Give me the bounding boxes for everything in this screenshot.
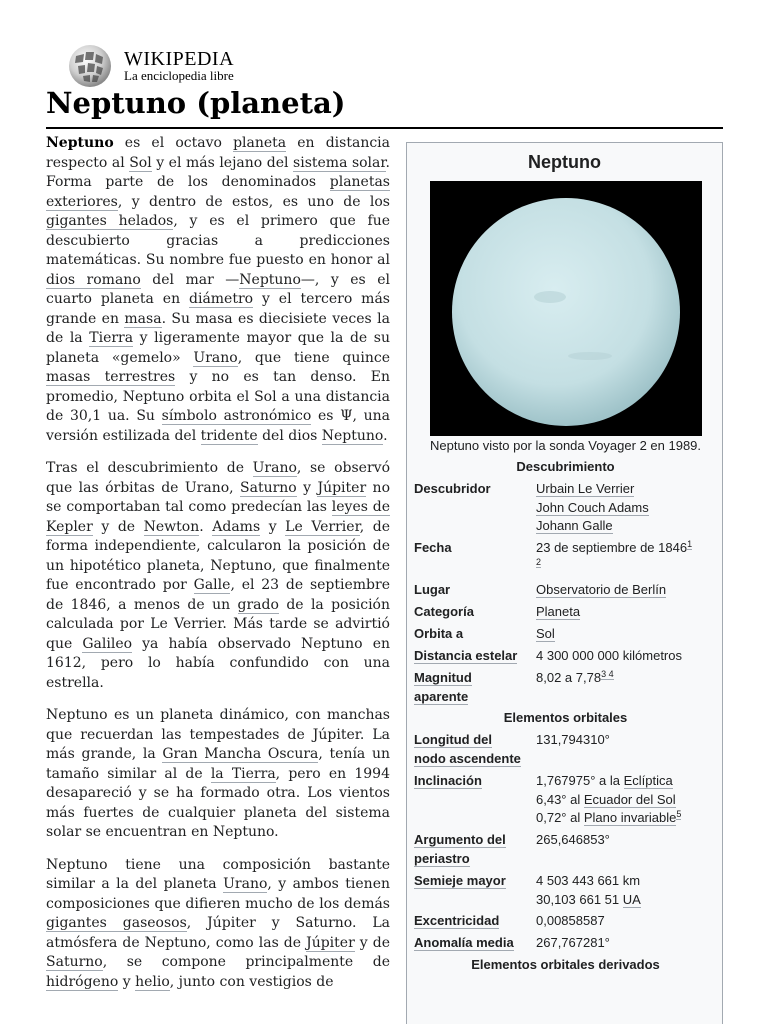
article-text: y bbox=[260, 518, 286, 535]
wikipedia-wordmark[interactable]: WIKIPEDIA bbox=[124, 48, 235, 70]
article-link[interactable]: masa bbox=[124, 310, 162, 327]
label-categoria: Categoría bbox=[414, 604, 474, 619]
article-text: de la posición calculada por Le Verrier. Más tarde se advirtió que bbox=[46, 596, 390, 652]
article-text: . bbox=[199, 518, 213, 535]
label-link-semieje[interactable]: Semieje mayor bbox=[414, 873, 506, 888]
link-johann-galle[interactable]: Johann Galle bbox=[536, 518, 613, 533]
value-descubridor bbox=[536, 480, 716, 536]
inclinacion-v1: 1,767975° a la bbox=[536, 773, 624, 788]
neptune-image[interactable] bbox=[430, 181, 702, 436]
value-anomalia: 267,767281° bbox=[536, 935, 610, 950]
article-text: . bbox=[383, 427, 388, 444]
article-text: Neptuno es un planeta dinámico, con manchas que recuerdan las tempestades de Júpiter. La más grande, la bbox=[46, 707, 390, 762]
article-link[interactable]: Galileo bbox=[82, 635, 133, 652]
article-bold-term: Neptuno bbox=[46, 135, 114, 151]
article-link[interactable]: Júpiter bbox=[317, 479, 367, 496]
article-body bbox=[46, 134, 390, 1005]
article-text: Tras el descubrimiento de bbox=[46, 460, 253, 476]
section-header-descubrimiento: Descubrimiento bbox=[516, 459, 615, 474]
article-text: y bbox=[118, 973, 136, 990]
value-longitud: 131,794310° bbox=[536, 732, 610, 747]
article-text: . Forma parte de los denominados bbox=[46, 154, 390, 190]
paragraph bbox=[46, 856, 390, 993]
article-text: y el más lejano del bbox=[151, 154, 294, 171]
value-magnitud bbox=[536, 669, 716, 688]
article-link[interactable]: Urano bbox=[193, 349, 238, 366]
label-fecha: Fecha bbox=[414, 540, 452, 555]
label-link-aparente[interactable]: aparente bbox=[414, 688, 469, 704]
ref-2[interactable]: 2 bbox=[536, 557, 542, 568]
ref-5[interactable]: 5 bbox=[676, 808, 682, 819]
link-ua[interactable]: UA bbox=[622, 891, 641, 907]
article-link[interactable]: diámetro bbox=[189, 291, 254, 307]
article-text: no se comportaban tal como predecían las bbox=[46, 479, 390, 515]
label-link-argumento[interactable]: Argumento del bbox=[414, 832, 506, 847]
paragraph bbox=[46, 706, 390, 843]
infobox-title: Neptuno bbox=[528, 152, 601, 172]
page-title: Neptuno (planeta) bbox=[46, 86, 346, 120]
article-link[interactable]: Sol bbox=[129, 154, 152, 171]
article-text: y no es tan denso. En promedio, Neptuno orbita el Sol a una distancia de 30,1 ua. Su bbox=[46, 369, 391, 424]
article-text: , se observó que las órbitas de Urano, bbox=[46, 460, 390, 496]
article-link[interactable]: grado bbox=[237, 596, 279, 613]
link-sol[interactable]: Sol bbox=[536, 626, 555, 641]
article-text: , se compone principalmente de bbox=[102, 954, 390, 970]
article-text: es Ψ, una versión estilizada del bbox=[46, 408, 390, 444]
article-link[interactable]: Tierra bbox=[89, 330, 134, 346]
value-orbita bbox=[536, 625, 716, 644]
label-link-periastro[interactable]: periastro bbox=[414, 850, 470, 866]
value-inclinacion bbox=[536, 772, 716, 828]
label-descubridor: Descubridor bbox=[414, 481, 491, 496]
semieje-ua: 30,103 661 51 bbox=[536, 891, 623, 907]
infobox bbox=[406, 142, 723, 1024]
ref-3-4[interactable]: 3 4 bbox=[601, 668, 614, 679]
article-link[interactable]: Gran Mancha Oscura bbox=[162, 746, 319, 762]
article-text: , el 23 de septiembre de 1846, a menos de un bbox=[46, 577, 390, 613]
label-link-excentricidad[interactable]: Excentricidad bbox=[414, 913, 500, 928]
title-divider bbox=[46, 127, 723, 129]
article-link[interactable]: gigantes helados bbox=[46, 213, 174, 229]
label-argumento bbox=[414, 831, 532, 868]
link-observatorio-berlin[interactable]: Observatorio de Berlín bbox=[536, 582, 667, 597]
label-orbita: Orbita a bbox=[414, 626, 464, 641]
article-text: y ligeramente mayor que la de su planeta «gemelo» bbox=[46, 330, 390, 366]
article-link[interactable]: leyes de Kepler bbox=[46, 499, 390, 535]
article-link[interactable]: Urano bbox=[223, 876, 268, 892]
paragraph bbox=[46, 134, 390, 446]
article-text: Neptuno tiene una composición bastante similar a la del planeta bbox=[46, 856, 390, 892]
link-plano-invariable[interactable]: Plano invariable bbox=[583, 810, 677, 825]
article-link[interactable]: hidrógeno bbox=[46, 973, 119, 990]
article-text: es el octavo bbox=[113, 135, 234, 151]
article-link[interactable]: helio bbox=[135, 973, 170, 990]
article-text: y de bbox=[354, 934, 390, 951]
article-text: , y dentro de estos, es uno de los bbox=[117, 193, 390, 210]
article-link[interactable]: Adams bbox=[212, 518, 261, 535]
article-link[interactable]: masas terrestres bbox=[46, 369, 176, 385]
article-text: y de bbox=[92, 518, 144, 535]
label-link-distancia[interactable]: Distancia estelar bbox=[414, 648, 518, 663]
article-text: ya había observado Neptuno en 1612, pero lo había confundido con una estrella. bbox=[46, 635, 390, 691]
article-link[interactable]: Galle bbox=[193, 577, 231, 593]
label-inclinacion bbox=[414, 772, 532, 791]
value-lugar bbox=[536, 581, 716, 600]
label-link-longitud[interactable]: Longitud del bbox=[414, 732, 492, 747]
article-text: y bbox=[296, 479, 318, 496]
article-text: , tenía un tamaño similar al de bbox=[46, 746, 390, 782]
infobox-caption: Neptuno visto por la sonda Voyager 2 en 1989. bbox=[429, 438, 702, 453]
value-argumento: 265,646853° bbox=[536, 832, 610, 847]
wikipedia-globe-logo[interactable] bbox=[66, 44, 114, 88]
article-link[interactable]: sistema solar bbox=[293, 154, 386, 171]
label-magnitud bbox=[414, 669, 532, 706]
article-link[interactable]: tridente bbox=[200, 427, 258, 444]
paragraph bbox=[46, 459, 390, 693]
link-john-couch-adams[interactable]: John Couch Adams bbox=[536, 499, 649, 515]
value-semieje bbox=[536, 872, 716, 909]
article-text: —, y es el cuarto planeta en bbox=[46, 271, 390, 307]
inclinacion-v3: 0,72° al bbox=[536, 810, 584, 825]
label-semieje bbox=[414, 872, 532, 891]
article-text: , pero en 1994 desapareció y se ha formado otra. Los vientos más fuertes de cualquier planeta del sistema solar se encuentran en Neptuno. bbox=[46, 765, 390, 840]
article-link[interactable]: Júpiter bbox=[306, 934, 355, 951]
fecha-text: 23 de septiembre de 1846 bbox=[536, 540, 688, 555]
article-text: del dios bbox=[257, 427, 322, 444]
link-ecliptica[interactable]: Eclíptica bbox=[623, 773, 673, 788]
link-urbain-le-verrier[interactable]: Urbain Le Verrier bbox=[536, 481, 635, 496]
value-excentricidad: 0,00858587 bbox=[536, 913, 605, 928]
article-text: , y es el primero que fue descubierto gracias a predicciones matemáticas. Su nombre fue puesto en honor al bbox=[46, 213, 391, 268]
label-link-inclinacion[interactable]: Inclinación bbox=[414, 773, 482, 788]
article-link[interactable]: planetas exteriores bbox=[46, 174, 390, 210]
article-text: , junto con vestigios de bbox=[169, 973, 334, 990]
value-fecha bbox=[536, 539, 716, 576]
wikipedia-tagline: La enciclopedia libre bbox=[124, 68, 234, 83]
article-link[interactable]: Neptuno bbox=[321, 427, 384, 444]
label-distancia bbox=[414, 647, 532, 666]
article-link[interactable]: Le Verrier bbox=[285, 518, 360, 535]
value-categoria bbox=[536, 603, 716, 622]
article-link[interactable]: Urano bbox=[252, 460, 297, 476]
article-text: y el tercero más grande en bbox=[46, 291, 390, 327]
article-link[interactable]: Neptuno bbox=[239, 271, 301, 288]
label-link-anomalia[interactable]: Anomalía media bbox=[414, 935, 514, 950]
label-link-magnitud[interactable]: Magnitud bbox=[414, 670, 472, 685]
label-link-nodo[interactable]: nodo ascendente bbox=[414, 750, 521, 766]
article-link[interactable]: planeta bbox=[233, 135, 287, 151]
article-text: , de forma independiente, calcularon la posición de un hipotético planeta, Neptuno, que finalmente fue encontrado por bbox=[46, 518, 390, 593]
label-excentricidad bbox=[414, 912, 532, 931]
article-link[interactable]: Saturno bbox=[46, 954, 103, 970]
label-anomalia bbox=[414, 934, 532, 953]
inclinacion-v2: 6,43° al bbox=[536, 791, 584, 807]
section-header-elementos-orbitales: Elementos orbitales bbox=[503, 710, 628, 725]
article-text: del mar — bbox=[140, 271, 240, 288]
article-text: , Júpiter y Saturno. La atmósfera de Neptuno, como las de bbox=[46, 915, 390, 951]
article-text: , y ambos tienen composiciones que difieren mucho de los demás bbox=[46, 876, 390, 912]
article-text: , que tiene quince bbox=[237, 349, 390, 366]
article-link[interactable]: símbolo astronómico bbox=[161, 408, 312, 424]
article-link[interactable]: dios romano bbox=[46, 271, 141, 288]
section-header-elementos-derivados: Elementos orbitales derivados bbox=[471, 957, 660, 972]
link-ecuador-sol[interactable]: Ecuador del Sol bbox=[583, 791, 676, 807]
article-text: en distancia respecto al bbox=[46, 135, 390, 171]
value-distancia: 4 300 000 000 kilómetros bbox=[536, 648, 682, 663]
magnitud-text: 8,02 a 7,78 bbox=[536, 670, 602, 685]
ref-1[interactable]: 1 bbox=[687, 538, 693, 549]
article-link[interactable]: Newton bbox=[143, 518, 200, 535]
label-longitud bbox=[414, 731, 532, 768]
article-link[interactable]: gigantes gaseosos bbox=[46, 915, 187, 931]
article-link[interactable]: la Tierra bbox=[210, 765, 276, 782]
article-text: . Su masa es diecisiete veces la de la bbox=[46, 310, 390, 346]
semieje-km: 4 503 443 661 km bbox=[536, 873, 641, 888]
label-lugar: Lugar bbox=[414, 582, 451, 597]
article-link[interactable]: Saturno bbox=[240, 479, 297, 496]
link-planeta[interactable]: Planeta bbox=[536, 604, 581, 619]
